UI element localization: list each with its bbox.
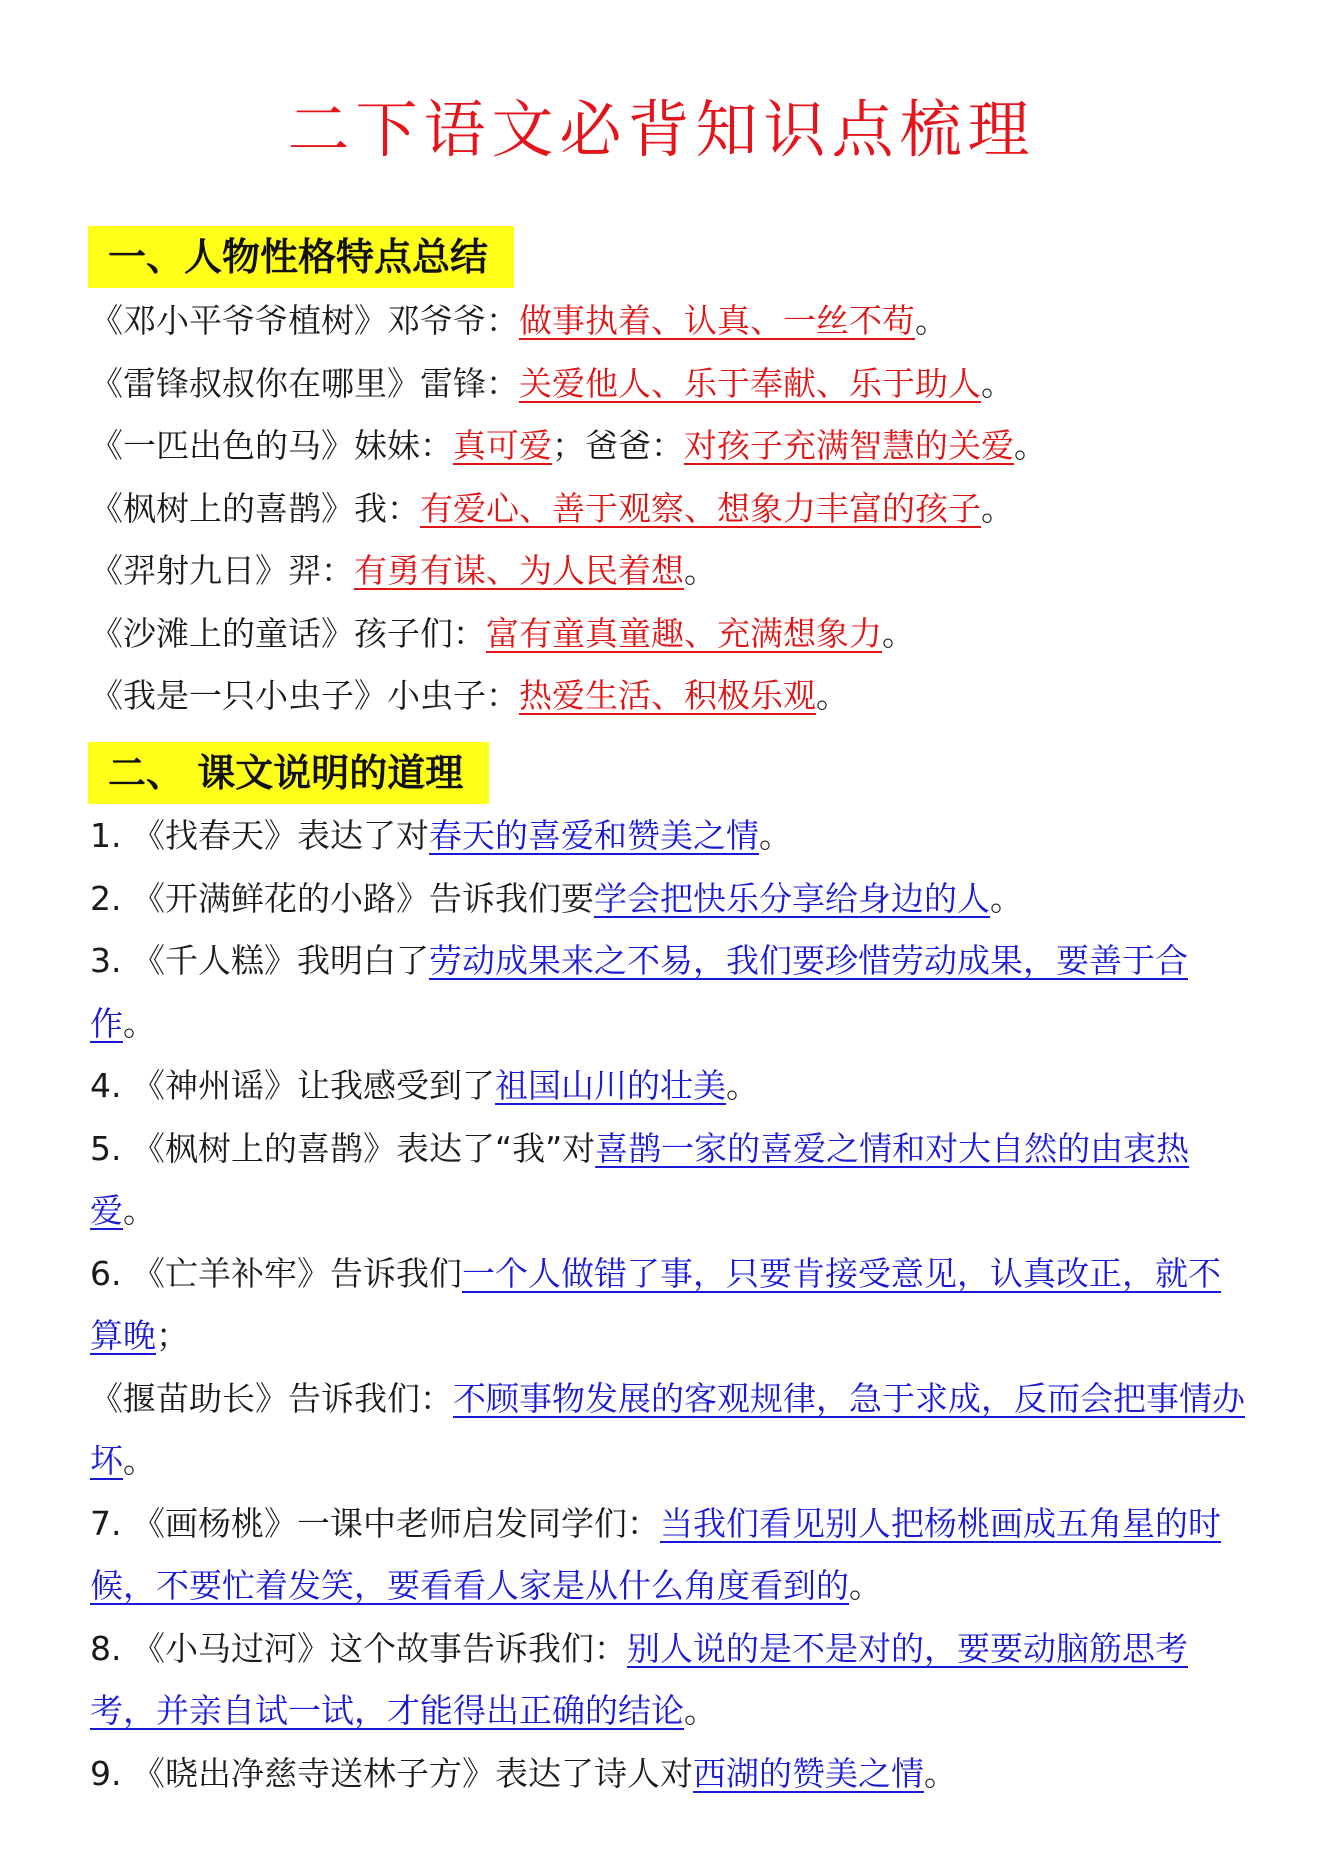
list-item [90,665,1250,728]
punctuation: 。 [989,878,1023,918]
list-item [90,930,1250,1055]
punctuation: ； [156,1316,189,1355]
lesson-label: 《我是一只小虫子》小虫子： [90,676,519,715]
lesson-label-2: ；爸爸： [552,426,684,465]
list-item [90,1118,1250,1243]
section-heading-character-traits: 一、人物性格特点总结 [88,226,514,288]
trait-text: 关爱他人、乐于奉献、乐于助人 [519,363,981,403]
list-item [90,1493,1250,1618]
lesson-label: 5. 《枫树上的喜鹊》表达了“我”对 [90,1128,596,1168]
trait-text: 做事执着、认真、一丝不苟 [519,301,915,340]
moral-text: 学会把快乐分享给身边的人 [593,878,990,918]
trait-text: 热爱生活、积极乐观 [519,676,816,715]
page-title: 二下语文必背知识点梳理 [287,93,1036,166]
moral-text: 当我们看见别人把杨桃画成五角星的时候，不要忙着发笑，要看看人家是从什么角度看到的 [90,1503,1221,1605]
lesson-label: 6. 《亡羊补牢》告诉我们 [90,1253,462,1293]
lesson-label: 《雷锋叔叔你在哪里》雷锋： [90,363,519,403]
punctuation: 。 [123,1003,156,1043]
punctuation: 。 [684,1691,717,1730]
list-item [90,1368,1250,1493]
lesson-label: 《一匹出色的马》妹妹： [90,426,453,465]
lesson-label: 《羿射九日》羿： [90,551,354,590]
list-item [90,1743,1250,1806]
lesson-morals-list [90,805,1250,1805]
list-item [90,805,1250,868]
lesson-label: 《沙滩上的童话》孩子们： [90,613,486,653]
list-item [90,1243,1250,1368]
punctuation: 。 [684,551,717,590]
trait-text: 有勇有谋、为人民着想 [354,551,684,590]
punctuation: 。 [758,816,792,855]
moral-text: 不顾事物发展的客观规律，急于求成，反而会把事情办坏 [90,1378,1245,1480]
list-item [90,603,1250,666]
moral-text: 别人说的是不是对的，要要动脑筋思考考，并亲自试一试，才能得出正确的结论 [90,1628,1188,1730]
list-item [90,478,1250,541]
moral-text: 喜鹊一家的喜爱之情和对大自然的由衷热爱 [90,1128,1190,1230]
lesson-label: 《枫树上的喜鹊》我： [90,488,420,528]
punctuation: 。 [725,1066,759,1105]
moral-text: 劳动成果来之不易，我们要珍惜劳动成果，要善于合作 [90,941,1188,1043]
lesson-label: 2. 《开满鲜花的小路》告诉我们要 [90,878,594,918]
list-item [90,868,1250,931]
punctuation: 。 [849,1566,882,1605]
moral-text: 西湖的赞美之情 [692,1753,924,1793]
punctuation: 。 [123,1441,156,1480]
lesson-label: 1. 《找春天》表达了对 [90,816,429,855]
trait-text-2: 对孩子充满智慧的关爱 [684,426,1014,465]
punctuation: 。 [981,488,1014,528]
trait-text: 有爱心、善于观察、想象力丰富的孩子 [420,488,981,528]
punctuation: 。 [915,301,948,340]
lesson-label: 4. 《神州谣》让我感受到了 [90,1066,495,1105]
section-heading-lesson-morals: 二、 课文说明的道理 [88,742,489,804]
punctuation: 。 [123,1191,156,1230]
moral-text: 一个人做错了事，只要肯接受意见，认真改正，就不算晚 [90,1253,1221,1355]
trait-text: 富有童真童趣、充满想象力 [486,613,882,653]
list-item [90,1618,1250,1743]
list-item [90,415,1250,478]
list-item [90,290,1250,353]
list-item [90,353,1250,416]
punctuation: 。 [923,1753,957,1793]
lesson-label: 3. 《千人糕》我明白了 [90,941,429,980]
list-item [90,540,1250,603]
trait-text: 真可爱 [453,426,552,465]
lesson-label: 9. 《晓出净慈寺送林子方》表达了诗人对 [90,1753,693,1793]
punctuation: 。 [816,676,849,715]
lesson-label: 8. 《小马过河》这个故事告诉我们： [90,1628,627,1668]
moral-text: 春天的喜爱和赞美之情 [428,816,759,855]
punctuation: 。 [1014,426,1047,465]
character-traits-list [90,290,1250,728]
moral-text: 祖国山川的壮美 [494,1066,726,1105]
lesson-label: 《邓小平爷爷植树》邓爷爷： [90,301,519,340]
punctuation: 。 [981,363,1014,403]
punctuation: 。 [882,613,915,653]
list-item [90,1055,1250,1118]
lesson-label: 《揠苗助长》告诉我们： [90,1378,453,1418]
lesson-label: 7. 《画杨桃》一课中老师启发同学们： [90,1503,660,1543]
